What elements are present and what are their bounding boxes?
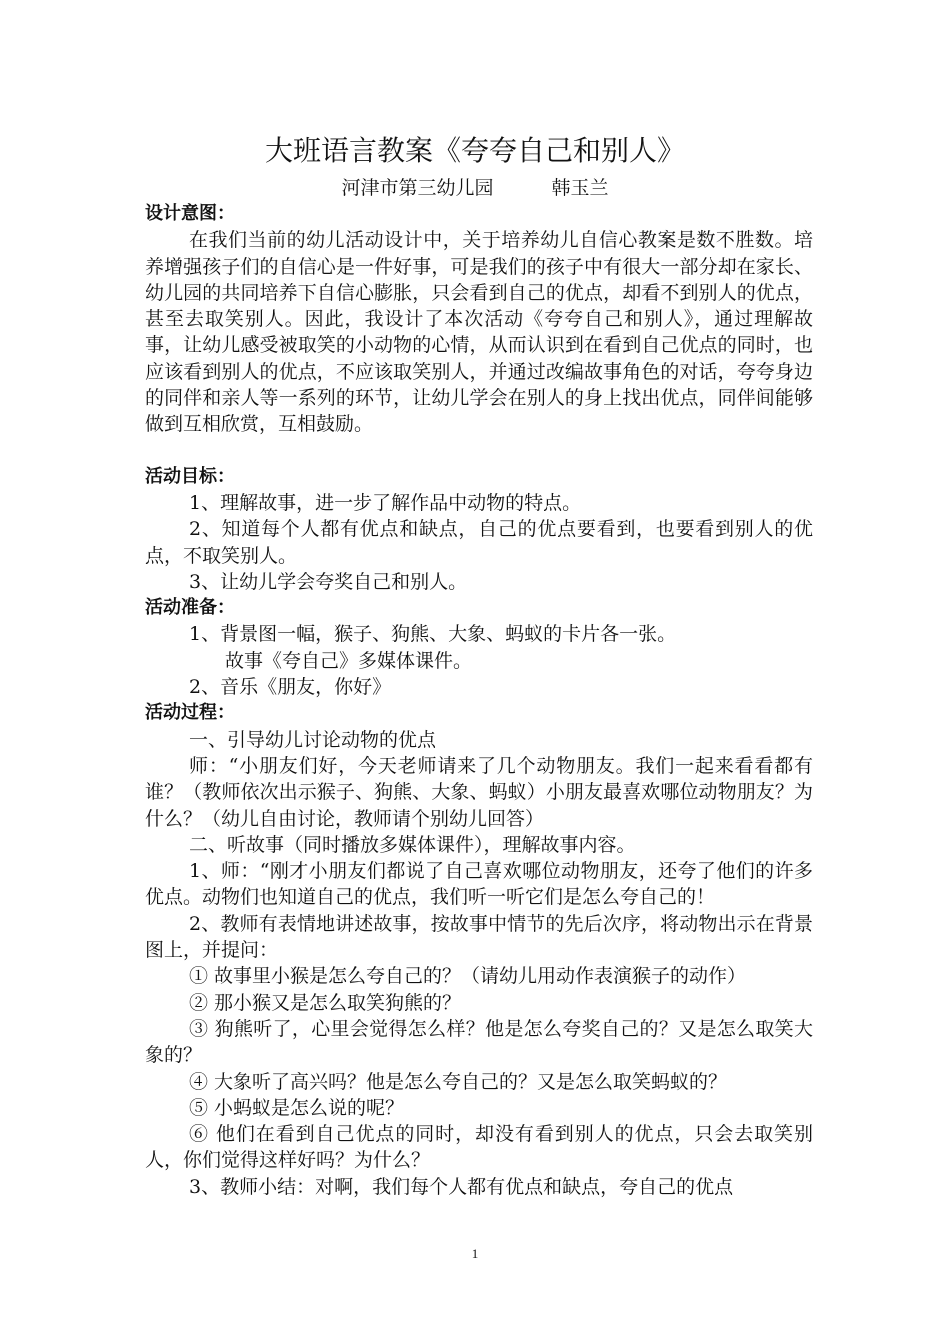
document-title: 大班语言教案《夸夸自己和别人》 — [264, 134, 685, 167]
process-heading: 活动过程： — [145, 702, 235, 724]
design-heading: 设计意图： — [145, 203, 235, 224]
spacer — [145, 438, 813, 464]
question-item: ② 那小猴又是怎么取笑狗熊的？ — [189, 991, 462, 1014]
goals-heading: 活动目标： — [145, 465, 235, 487]
process-step: 二、听故事（同时播放多媒体课件），理解故事内容。 — [189, 833, 636, 856]
author-line — [0, 175, 950, 201]
goal-item: 1、理解故事，进一步了解作品中动物的特点。 — [189, 491, 582, 514]
question-item: ④ 大象听了高兴吗？他是怎么夸自己的？又是怎么取笑蚂蚁的？ — [189, 1070, 728, 1093]
process-paragraph: 师：“小朋友们好，今天老师请来了几个动物朋友。我们一起来看看都有谁？（教师依次出示猴子、狗熊、大象、蚂蚁）小朋友最喜欢哪位动物朋友？为什么？（幼儿自由讨论，教师请个别幼儿回答） — [145, 754, 813, 830]
question-item: ① 故事里小猴是怎么夸自己的？（请幼儿用动作表演猴子的动作） — [189, 965, 747, 988]
question-item: ③ 狗熊听了，心里会觉得怎么样？他是怎么夸奖自己的？又是怎么取笑大象的？ — [145, 1017, 813, 1067]
process-paragraph: 2、教师有表情地讲述故事，按故事中情节的先后次序，将动物出示在背景图上，并提问： — [145, 912, 813, 962]
process-step: 一、引导幼儿讨论动物的优点 — [189, 728, 437, 751]
author-name: 韩玉兰 — [551, 177, 609, 199]
process-paragraph: 3、教师小结：对啊，我们每个人都有优点和缺点，夸自己的优点 — [189, 1175, 734, 1198]
page-number: 1 — [471, 1246, 479, 1261]
prep-item: 2、音乐《朋友，你好》 — [189, 676, 392, 699]
goal-item: 2、知道每个人都有优点和缺点，自己的优点要看到，也要看到别人的优点，不取笑别人。 — [145, 518, 813, 567]
author-org: 河津市第三幼儿园 — [341, 177, 494, 199]
prep-item: 1、背景图一幅，猴子、狗熊、大象、蚂蚁的卡片各一张。 — [189, 623, 677, 646]
prep-item: 故事《夸自己》多媒体课件。 — [225, 649, 473, 672]
process-paragraph: 1、师：“刚才小朋友们都说了自己喜欢哪位动物朋友，还夸了他们的许多优点。动物们也知道自己的优点，我们听一听它们是怎么夸自己的！ — [145, 860, 813, 909]
document-body — [145, 201, 813, 1200]
goal-item: 3、让幼儿学会夸奖自己和别人。 — [189, 570, 468, 593]
question-item: ⑥ 他们在看到自己优点的同时，却没有看到别人的优点，只会去取笑别人，你们觉得这样好吗？为什么？ — [145, 1123, 813, 1172]
prep-heading: 活动准备： — [145, 597, 235, 619]
design-paragraph: 在我们当前的幼儿活动设计中，关于培养幼儿自信心教案是数不胜数。培养增强孩子们的自信心是一件好事，可是我们的孩子中有很大一部分却在家长、幼儿园的共同培养下自信心膨胀，只会看到自己的优点，却看不到别人的优点，甚至去取笑别人。因此，我设计了本次活动《夸夸自己和别人》，通过理解故事，让幼儿感受被取笑的小动物的心情，从而认识到在看到自己优点的同时，也应该看到别人的优点，不应该取笑别人，并通过改编故事角色的对话，夸夸身边的同伴和亲人等一系列的环节，让幼儿学会在别人的身上找出优点，同伴间能够做到互相欣赏，互相鼓励。 — [145, 229, 813, 436]
question-item: ⑤ 小蚂蚁是怎么说的呢？ — [189, 1096, 405, 1119]
